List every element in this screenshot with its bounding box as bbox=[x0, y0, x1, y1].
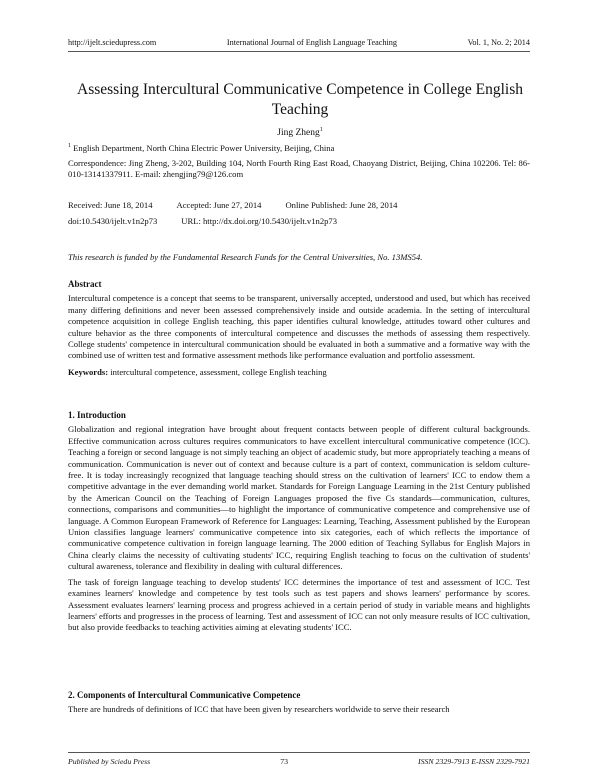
correspondence: Correspondence: Jing Zheng, 3-202, Building 104, North Fourth Ring East Road, Chaoyang District, Beijing, China 102206. Tel: 86-010-13141337911. E-mail: zhengjing79@126.com bbox=[68, 158, 530, 180]
section-introduction bbox=[68, 410, 530, 634]
dates-block bbox=[68, 200, 530, 228]
affiliation bbox=[68, 141, 530, 154]
paper-title: Assessing Intercultural Communicative Competence in College English Teaching bbox=[77, 81, 523, 118]
section2-heading: 2. Components of Intercultural Communicative Competence bbox=[68, 690, 301, 700]
running-header bbox=[68, 38, 530, 52]
abstract-section bbox=[68, 279, 530, 378]
abstract-heading: Abstract bbox=[68, 279, 102, 289]
header-url[interactable]: http://ijelt.sciedupress.com bbox=[68, 38, 157, 47]
section-components bbox=[68, 690, 530, 716]
keywords-line bbox=[68, 367, 530, 378]
footer-publisher: Published by Sciedu Press bbox=[68, 757, 151, 766]
section1-heading: 1. Introduction bbox=[68, 410, 126, 420]
author-name: Jing Zheng bbox=[277, 128, 320, 139]
keywords-label: Keywords: bbox=[68, 366, 109, 377]
received-date: Received: June 18, 2014 bbox=[68, 200, 153, 210]
footer-issn: ISSN 2329-7913 E-ISSN 2329-7921 bbox=[418, 757, 530, 766]
header-rule bbox=[68, 51, 530, 52]
funding-note: This research is funded by the Fundamental Research Funds for the Central Universities, No. 13MS54. bbox=[68, 252, 423, 262]
section1-paragraph-2: The task of foreign language teaching to develop students' ICC determines the importance of test and assessment of ICC. Test examines learners' knowledge and competence by test tools such as test papers and shows learners' performance by scores. Assessment evaluates learners' learning process and progress achieved in a certain period of study in variable means and highlights learners' efforts and progresses in the process of learning. Test and assessment of ICC can not only measure results of ICC cultivation, but also provide feedbacks to teaching activities aiming at elevating students' ICC. bbox=[68, 576, 530, 633]
abstract-text: Intercultural competence is a concept that seems to be transparent, universally accepted, understood and used, but which has received many differing definitions and never been assessed comprehensively inside and outside academia. In the setting of intercultural competence acquisition in college English teaching, this paper identifies cultural knowledge, attitudes toward other cultures and culture behavior as the three components of intercultural competence and discusses the methods of assessing them respectively. College students' competence in intercultural communication should be evaluated in both a summative and a formative way with the combined use of written test and formative assessment methods like performance evaluation and portfolio assessment. bbox=[68, 293, 530, 361]
author-sup: 1 bbox=[319, 127, 323, 133]
doi-url-link[interactable]: URL: http://dx.doi.org/10.5430/ijelt.v1n2p73 bbox=[181, 216, 338, 227]
page-footer bbox=[68, 757, 530, 766]
section1-paragraph-1: Globalization and regional integration have brought about frequent contacts between people of different cultural backgrounds. Effective communication across cultures requires communicators to have excellent intercultural communicative competence (ICC). Teaching a foreign or second language is not simply teaching an object of academic study, but more appropriately teaching a means of communication. Communication is never out of context and because culture is a part of context, communication is seldom culture-free. It is today increasingly recognized that language teaching should stress on the cultivation of learners' ICC to endow them a competitive advantage in the ever demanding world market. Standards for Foreign Language Learning in the 21st Century published by the American Council on the Teaching of Foreign Languages proposed the five Cs standards—communication, cultures, connections, comparisons and communities—to highlight the importance of communicative competence and comprehensive use of language. A Common European Framework of Reference for Languages: Learning, Teaching, Assessment published by the European Union classifies language learners' communicative competence into six categories, each of which reflects the importance of communicative competence cultivation in foreign language learning. The 2000 edition of Teaching Syllabus for English Majors in China clearly claims the necessity of cultivating students' ICC, requiring English teaching to focus on the cultivation of students' cultural awareness, tolerance and flexibility in dealing with cultural differences. bbox=[68, 424, 530, 572]
header-volume: Vol. 1, No. 2; 2014 bbox=[467, 38, 530, 47]
footer-page-number: 73 bbox=[280, 757, 289, 766]
header-journal: International Journal of English Language Teaching bbox=[226, 38, 397, 47]
published-date: Online Published: June 28, 2014 bbox=[285, 200, 398, 210]
affiliation-text: English Department, North China Electric Power University, Beijing, China bbox=[73, 142, 335, 153]
keywords-text: intercultural competence, assessment, college English teaching bbox=[110, 366, 327, 377]
doi-text: doi:10.5430/ijelt.v1n2p73 bbox=[68, 216, 158, 227]
author-line bbox=[0, 127, 600, 138]
footer-rule bbox=[68, 752, 530, 753]
affiliation-sup: 1 bbox=[68, 143, 71, 149]
accepted-date: Accepted: June 27, 2014 bbox=[176, 200, 262, 210]
section2-paragraph-1: There are hundreds of definitions of ICC that have been given by researchers worldwide to serve their research bbox=[68, 704, 450, 715]
